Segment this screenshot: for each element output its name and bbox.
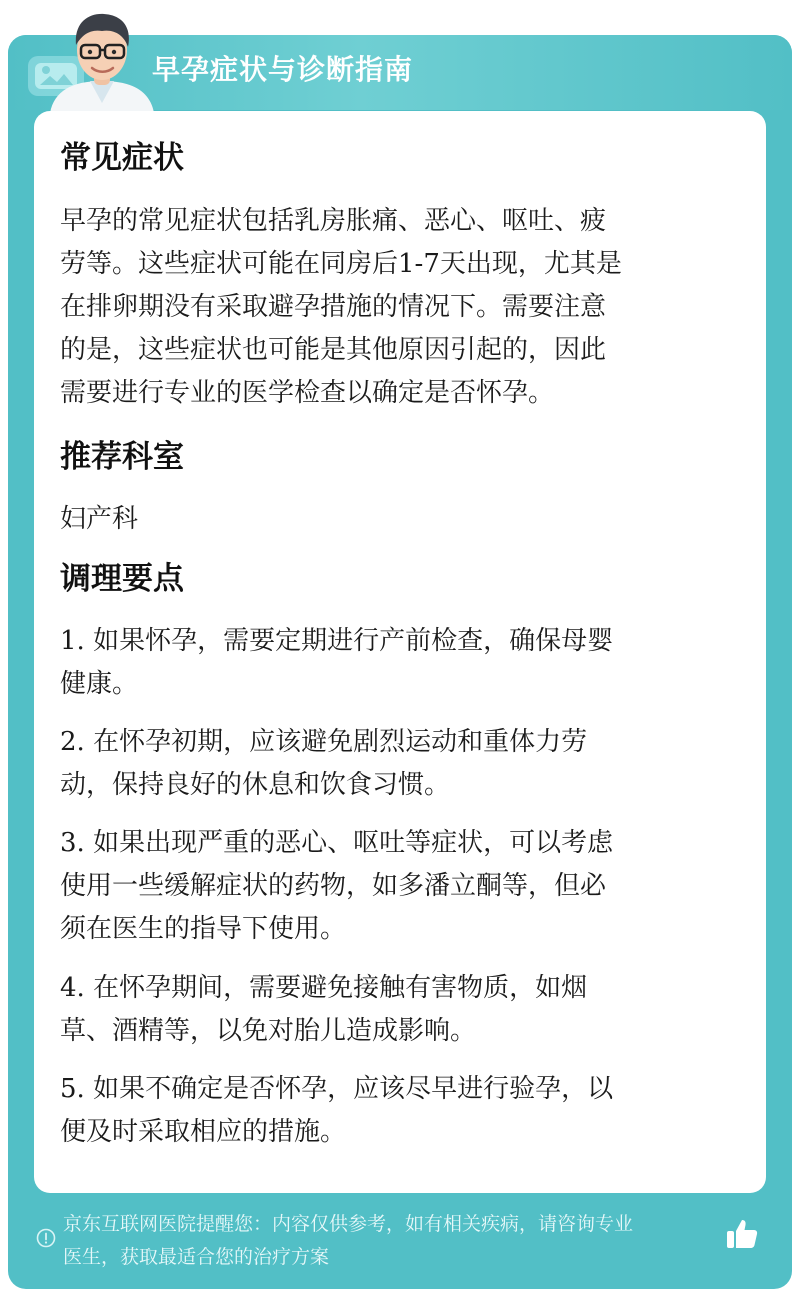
symptoms-line: 劳等。这些症状可能在同房后1-7天出现，尤其是 bbox=[60, 249, 622, 279]
section-title-department: 推荐科室 bbox=[60, 439, 184, 475]
care-item-1 bbox=[60, 620, 740, 706]
department-value: 妇产科 bbox=[60, 504, 139, 534]
care-item-line: 4. 在怀孕期间，需要避免接触有害物质，如烟 bbox=[60, 973, 588, 1003]
care-item-line: 须在医生的指导下使用。 bbox=[60, 914, 347, 944]
footer-disclaimer bbox=[63, 1208, 728, 1274]
symptoms-text bbox=[60, 200, 740, 415]
section-title-care: 调理要点 bbox=[60, 561, 184, 597]
section-title-symptoms: 常见症状 bbox=[60, 140, 184, 176]
care-item-line: 3. 如果出现严重的恶心、呕吐等症状，可以考虑 bbox=[60, 828, 614, 858]
care-item-line: 便及时采取相应的措施。 bbox=[60, 1117, 347, 1147]
symptoms-line: 的是，这些症状也可能是其他原因引起的，因此 bbox=[60, 335, 607, 365]
care-item-4 bbox=[60, 967, 740, 1053]
care-item-line: 2. 在怀孕初期，应该避免剧烈运动和重体力劳 bbox=[60, 727, 588, 757]
care-item-line: 草、酒精等，以免对胎儿造成影响。 bbox=[60, 1016, 477, 1046]
symptoms-line: 需要进行专业的医学检查以确定是否怀孕。 bbox=[60, 378, 555, 408]
symptoms-line: 早孕的常见症状包括乳房胀痛、恶心、呕吐、疲 bbox=[60, 206, 607, 236]
thumbs-up-icon[interactable] bbox=[724, 1216, 760, 1252]
care-item-line: 1. 如果怀孕，需要定期进行产前检查，确保母婴 bbox=[60, 626, 614, 656]
info-icon bbox=[36, 1228, 56, 1248]
care-item-line: 使用一些缓解症状的药物，如多潘立酮等，但必 bbox=[60, 871, 607, 901]
care-item-3 bbox=[60, 822, 740, 951]
care-item-line: 健康。 bbox=[60, 669, 139, 699]
care-item-line: 动，保持良好的休息和饮食习惯。 bbox=[60, 770, 451, 800]
footer-line: 京东互联网医院提醒您：内容仅供参考，如有相关疾病，请咨询专业 bbox=[63, 1213, 634, 1235]
footer-line: 医生，获取最适合您的治疗方案 bbox=[63, 1246, 330, 1268]
page-title: 早孕症状与诊断指南 bbox=[152, 53, 414, 86]
care-item-5 bbox=[60, 1068, 740, 1154]
care-item-line: 5. 如果不确定是否怀孕，应该尽早进行验孕，以 bbox=[60, 1074, 614, 1104]
care-item-2 bbox=[60, 721, 740, 807]
doctor-avatar bbox=[44, 5, 160, 113]
symptoms-line: 在排卵期没有采取避孕措施的情况下。需要注意 bbox=[60, 292, 607, 322]
